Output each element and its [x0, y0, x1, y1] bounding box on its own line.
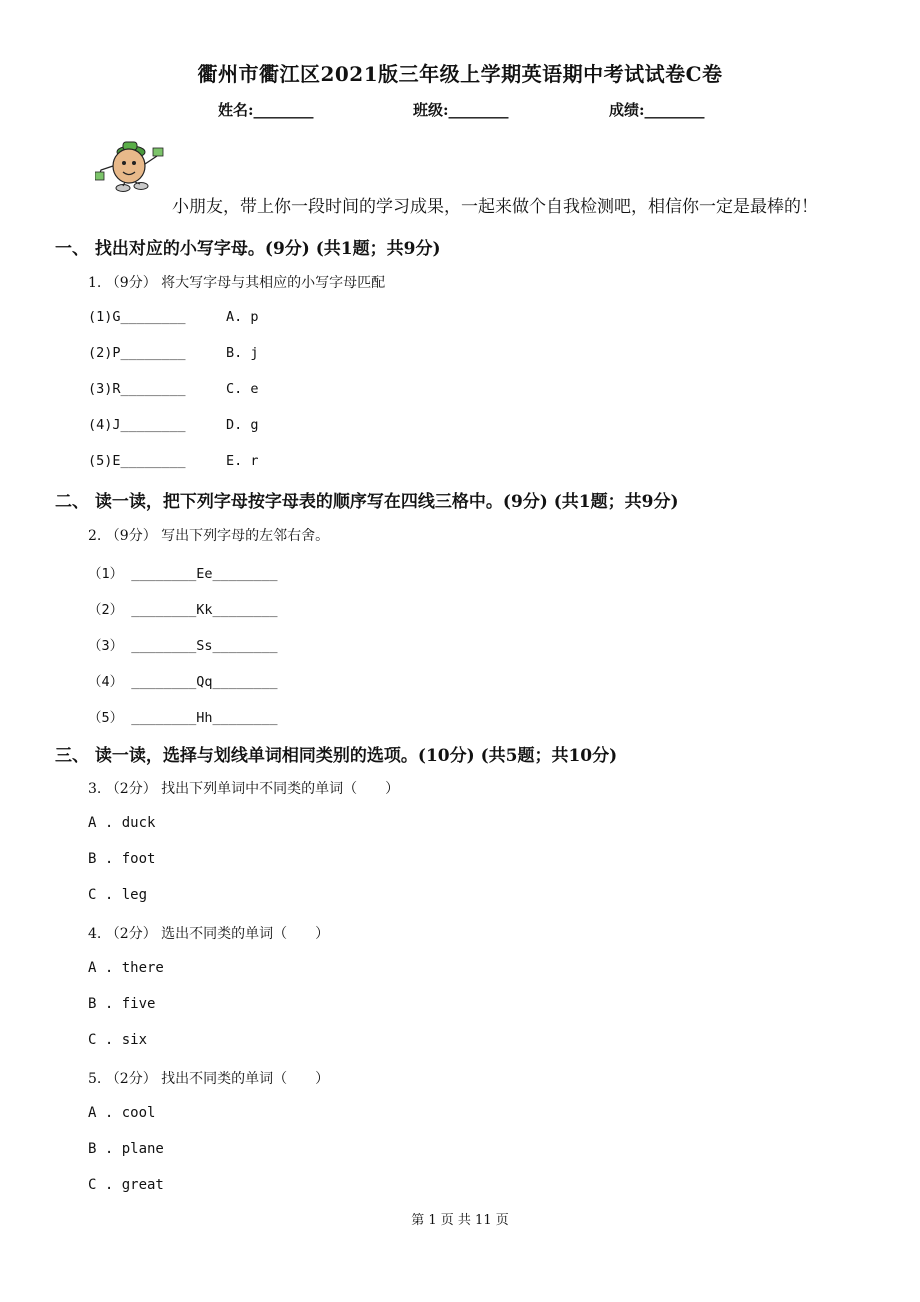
section-3-title: 三、 读一读，选择与划线单词相同类别的选项。(10分) (共5题；共10分) — [55, 746, 618, 766]
match-right-option: E. r — [226, 453, 259, 469]
question-5-option-c: C . great — [88, 1177, 164, 1193]
question-4-stem: 4. （2分） 选出不同类的单词（ ） — [88, 926, 330, 942]
question-3-stem: 3. （2分） 找出下列单词中不同类的单词（ ） — [88, 781, 400, 797]
letter-neighbor-item: （3） ________Ss________ — [88, 638, 278, 654]
question-5-stem: 5. （2分） 找出不同类的单词（ ） — [88, 1071, 330, 1087]
encouragement-text: 小朋友，带上你一段时间的学习成果，一起来做个自我检测吧，相信你一定是最棒的！ — [172, 197, 818, 217]
match-right-option: D. g — [226, 417, 259, 433]
class-field-label: 班级:________ — [413, 101, 509, 119]
letter-neighbor-item: （1） ________Ee________ — [88, 566, 278, 582]
question-5-option-b: B . plane — [88, 1141, 164, 1157]
section-1-title: 一、 找出对应的小写字母。(9分) (共1题；共9分) — [55, 239, 441, 259]
question-5-option-a: A . cool — [88, 1105, 156, 1121]
question-4-option-a: A . there — [88, 960, 164, 976]
question-4-option-b: B . five — [88, 996, 156, 1012]
match-right-option: C. e — [226, 381, 259, 397]
exam-title: 衢州市衢江区2021版三年级上学期英语期中考试试卷C卷 — [197, 62, 723, 86]
mascot-illustration — [95, 130, 167, 194]
match-left-item: (5)E________ — [88, 453, 186, 469]
letter-neighbor-item: （2） ________Kk________ — [88, 602, 278, 618]
match-right-option: B. j — [226, 345, 259, 361]
score-field-label: 成绩:________ — [609, 101, 705, 119]
letter-neighbor-item: （5） ________Hh________ — [88, 710, 278, 726]
name-field-label: 姓名:________ — [218, 101, 314, 119]
page-footer: 第 1 页 共 11 页 — [411, 1213, 509, 1228]
question-2-stem: 2. （9分） 写出下列字母的左邻右舍。 — [88, 528, 330, 544]
question-1-stem: 1. （9分） 将大写字母与其相应的小写字母匹配 — [88, 275, 386, 291]
question-3-option-b: B . foot — [88, 851, 156, 867]
section-2-title: 二、 读一读，把下列字母按字母表的顺序写在四线三格中。(9分) (共1题；共9分) — [55, 492, 679, 512]
match-right-option: A. p — [226, 309, 259, 325]
letter-neighbor-item: （4） ________Qq________ — [88, 674, 278, 690]
question-3-option-a: A . duck — [88, 815, 156, 831]
match-left-item: (4)J________ — [88, 417, 186, 433]
match-left-item: (1)G________ — [88, 309, 186, 325]
match-left-item: (2)P________ — [88, 345, 186, 361]
match-left-item: (3)R________ — [88, 381, 186, 397]
question-4-option-c: C . six — [88, 1032, 148, 1048]
question-3-option-c: C . leg — [88, 887, 148, 903]
